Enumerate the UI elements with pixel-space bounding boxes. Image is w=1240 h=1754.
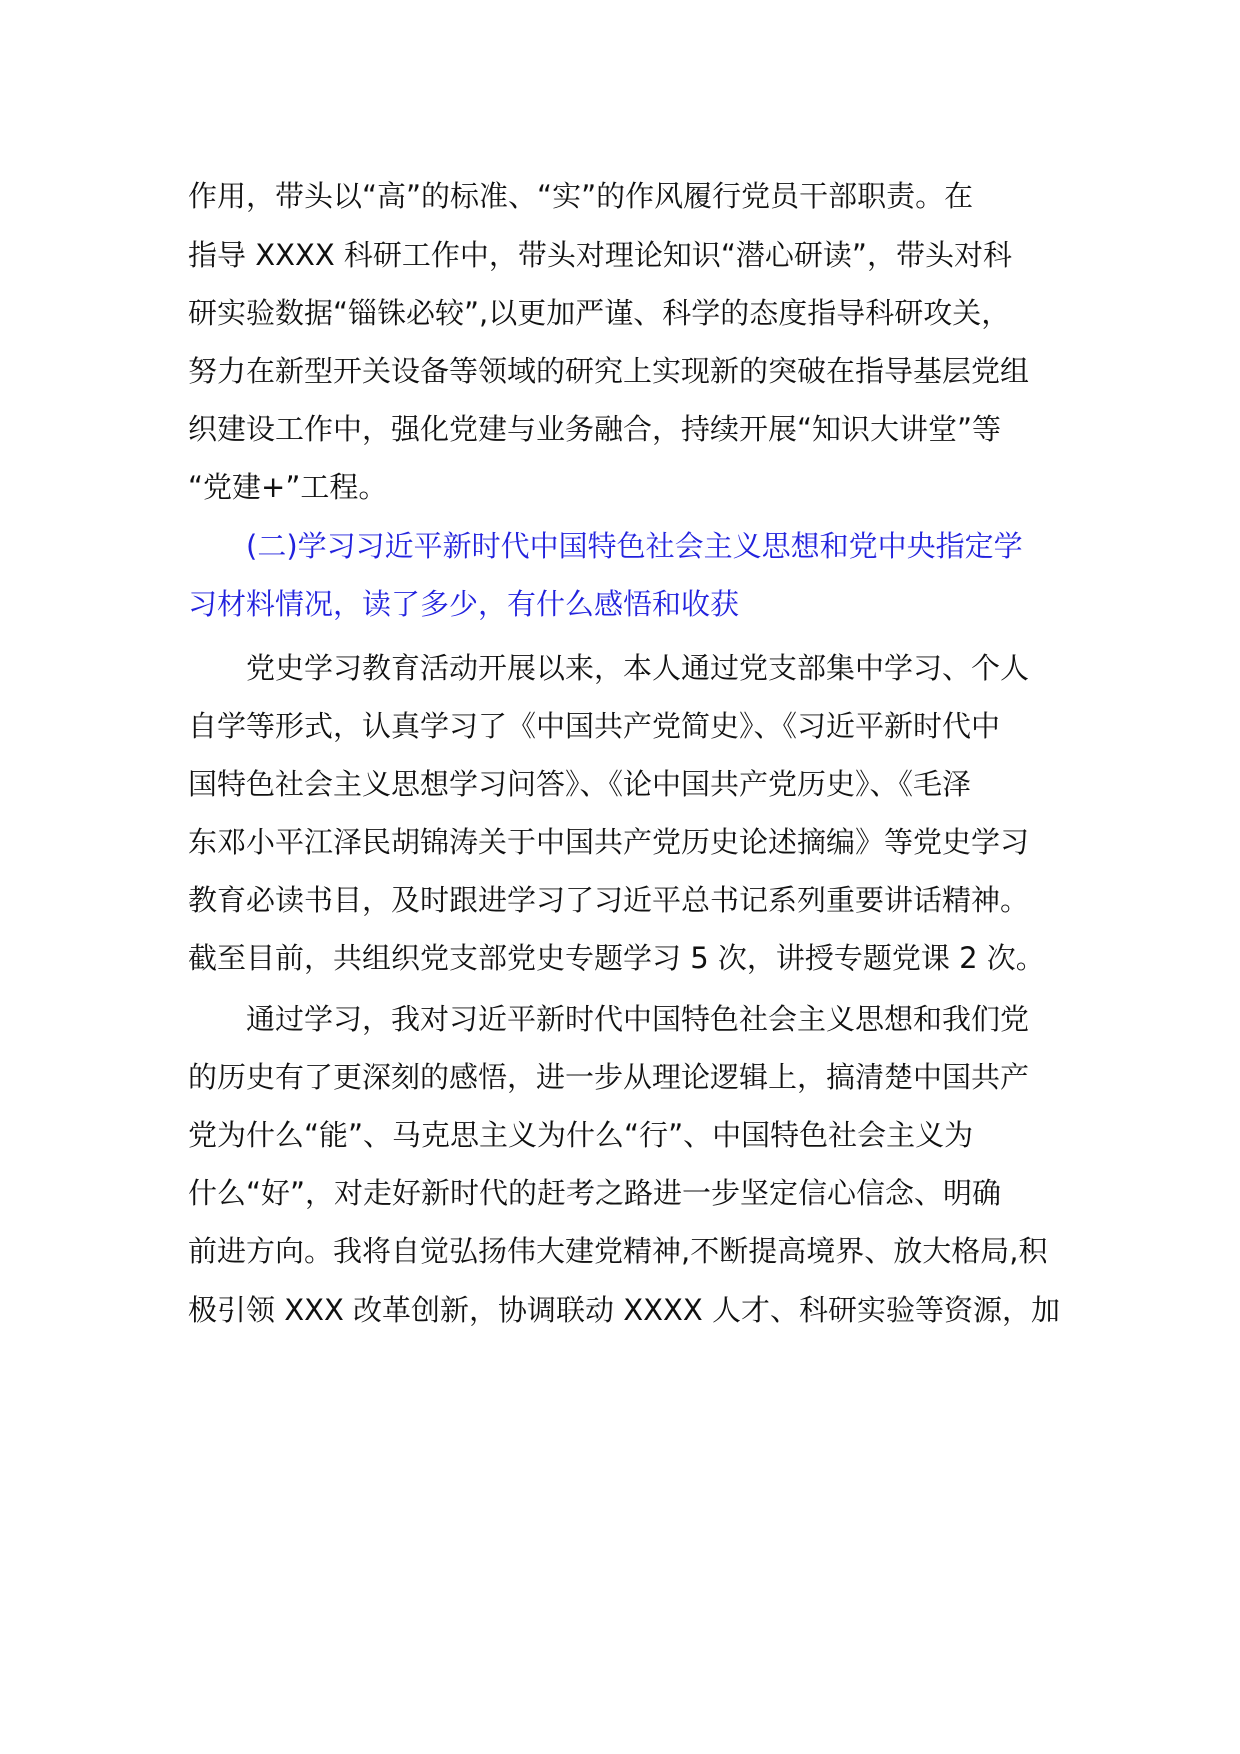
text-line: 织建设工作中，强化党建与业务融合，持续开展“知识大讲堂”等 [188, 412, 1002, 446]
text-line: 前进方向。我将自觉弘扬伟大建党精神,不断提高境界、放大格局,积 [188, 1234, 1048, 1268]
text-line: 指导 XXXX 科研工作中，带头对理论知识“潜心研读”，带头对科 [188, 238, 1012, 272]
text-line: “党建+”工程。 [188, 470, 388, 504]
text-line: 国特色社会主义思想学习问答》、《论中国共产党历史》、《毛泽 [188, 767, 972, 801]
text-line: 的历史有了更深刻的感悟，进一步从理论逻辑上，搞清楚中国共产 [188, 1060, 1030, 1094]
text-line: 通过学习，我对习近平新时代中国特色社会主义思想和我们党 [246, 1002, 1030, 1036]
text-line: 党为什么“能”、马克思主义为什么“行”、中国特色社会主义为 [188, 1118, 974, 1152]
text-line: 作用，带头以“高”的标准、“实”的作风履行党员干部职责。在 [188, 179, 974, 213]
text-line: 截至目前，共组织党支部党史专题学习 5 次，讲授专题党课 2 次。 [188, 941, 1045, 975]
text-line: 教育必读书目，及时跟进学习了习近平总书记系列重要讲话精神。 [188, 883, 1030, 917]
text-line: 研实验数据“锱铢必较”,以更加严谨、科学的态度指导科研攻关， [188, 296, 1011, 330]
text-line: 党史学习教育活动开展以来，本人通过党支部集中学习、个人 [246, 651, 1030, 685]
heading-line: (二)学习习近平新时代中国特色社会主义思想和党中央指定学 [246, 529, 1023, 563]
text-line: 极引领 XXX 改革创新，协调联动 XXXX 人才、科研实验等资源，加 [188, 1293, 1060, 1327]
text-line: 自学等形式，认真学习了《中国共产党简史》、《习近平新时代中 [188, 709, 1001, 743]
text-line: 什么“好”，对走好新时代的赶考之路进一步坚定信心信念、明确 [188, 1176, 1002, 1210]
text-line: 努力在新型开关设备等领域的研究上实现新的突破在指导基层党组 [188, 354, 1030, 388]
heading-line: 习材料情况，读了多少，有什么感悟和收获 [188, 587, 740, 621]
text-line: 东邓小平江泽民胡锦涛关于中国共产党历史论述摘编》等党史学习 [188, 825, 1030, 859]
